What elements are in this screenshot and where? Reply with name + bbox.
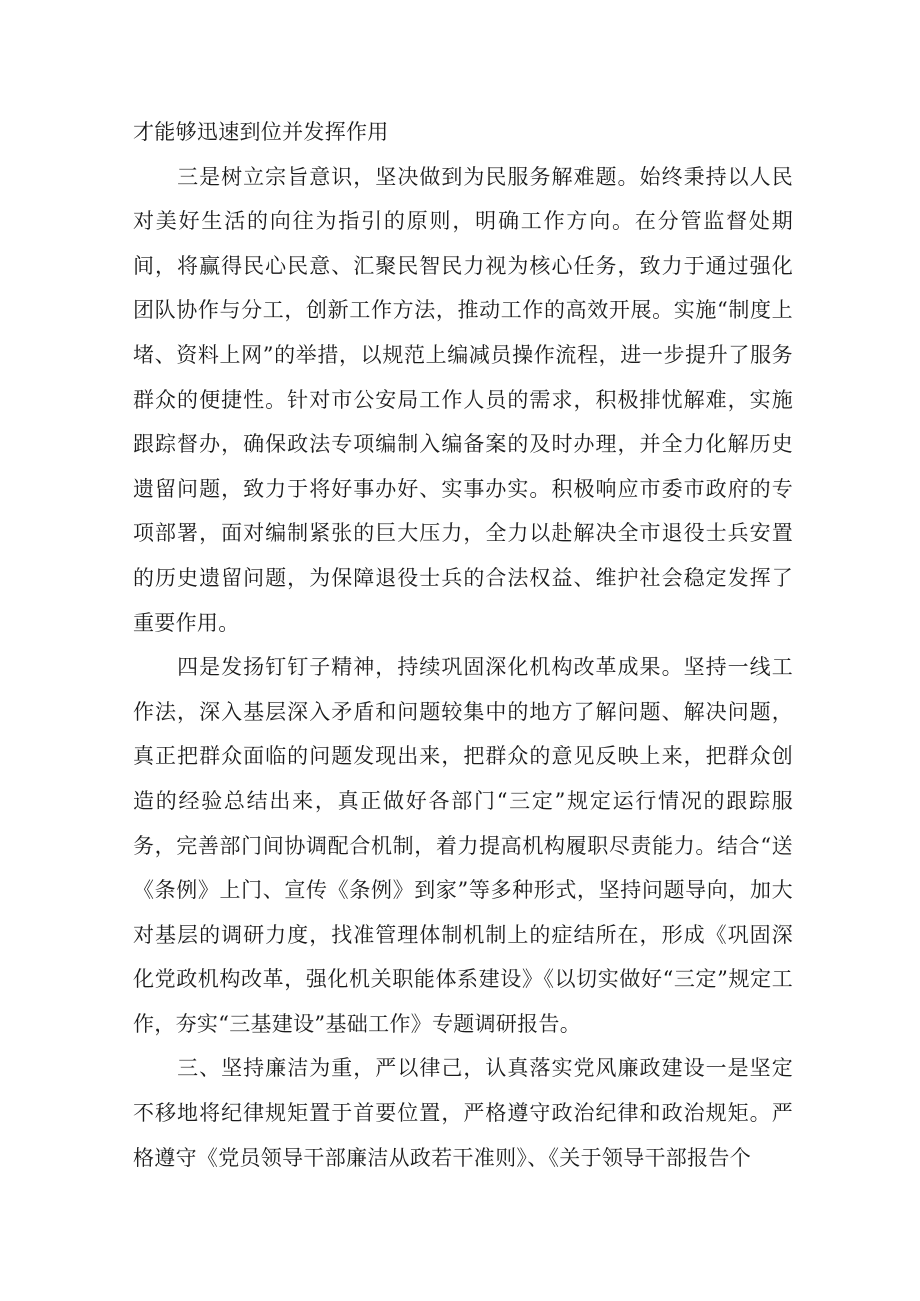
paragraph-service: 三是树立宗旨意识，坚决做到为民服务解难题。始终秉持以人民对美好生活的向往为指引的原则，明确工作方向。在分管监督处期间，将赢得民心民意、汇聚民智民力视为核心任务，致力于通过强化团队协作与分工，创新工作方法，推动工作的高效开展。实施“制度上堵、资料上网”的举措，以规范上编减员操作流程，进一步提升了服务群众的便捷性。针对市公安局工作人员的需求，积极排忧解难，实施跟踪督办，确保政法专项编制入编备案的及时办理，并全力化解历史遗留问题，致力于将好事办好、实事办实。积极响应市委市政府的专项部署，面对编制紧张的巨大压力，全力以赴解决全市退役士兵安置的历史遗留问题，为保障退役士兵的合法权益、维护社会稳定发挥了重要作用。 bbox=[133, 164, 793, 635]
paragraph-reform: 四是发扬钉钉子精神，持续巩固深化机构改革成果。坚持一线工作法，深入基层深入矛盾和问题较集中的地方了解问题、解决问题，真正把群众面临的问题发现出来，把群众的意见反映上来，把群众创造的经验总结出来，真正做好各部门“三定”规定运行情况的跟踪服务，完善部门间协调配合机制，着力提高机构履职尽责能力。结合“送《条例》上门、宣传《条例》到家”等多种形式，坚持问题导向，加大对基层的调研力度，找准管理体制机制上的症结所在，形成《巩固深化党政机构改革，强化机关职能体系建设》《以切实做好“三定”规定工作，夯实“三基建设”基础工作》专题调研报告。 bbox=[133, 655, 793, 1036]
continued-line: 才能够迅速到位并发挥作用 bbox=[133, 120, 389, 144]
paragraph-integrity: 三、坚持廉洁为重，严以律己，认真落实党风廉政建设一是坚定不移地将纪律规矩置于首要位置，严格遵守政治纪律和政治规矩。严格遵守《党员领导干部廉洁从政若干准则》、《关于领导干部报告个 bbox=[133, 1056, 793, 1170]
body-text bbox=[133, 110, 793, 1180]
